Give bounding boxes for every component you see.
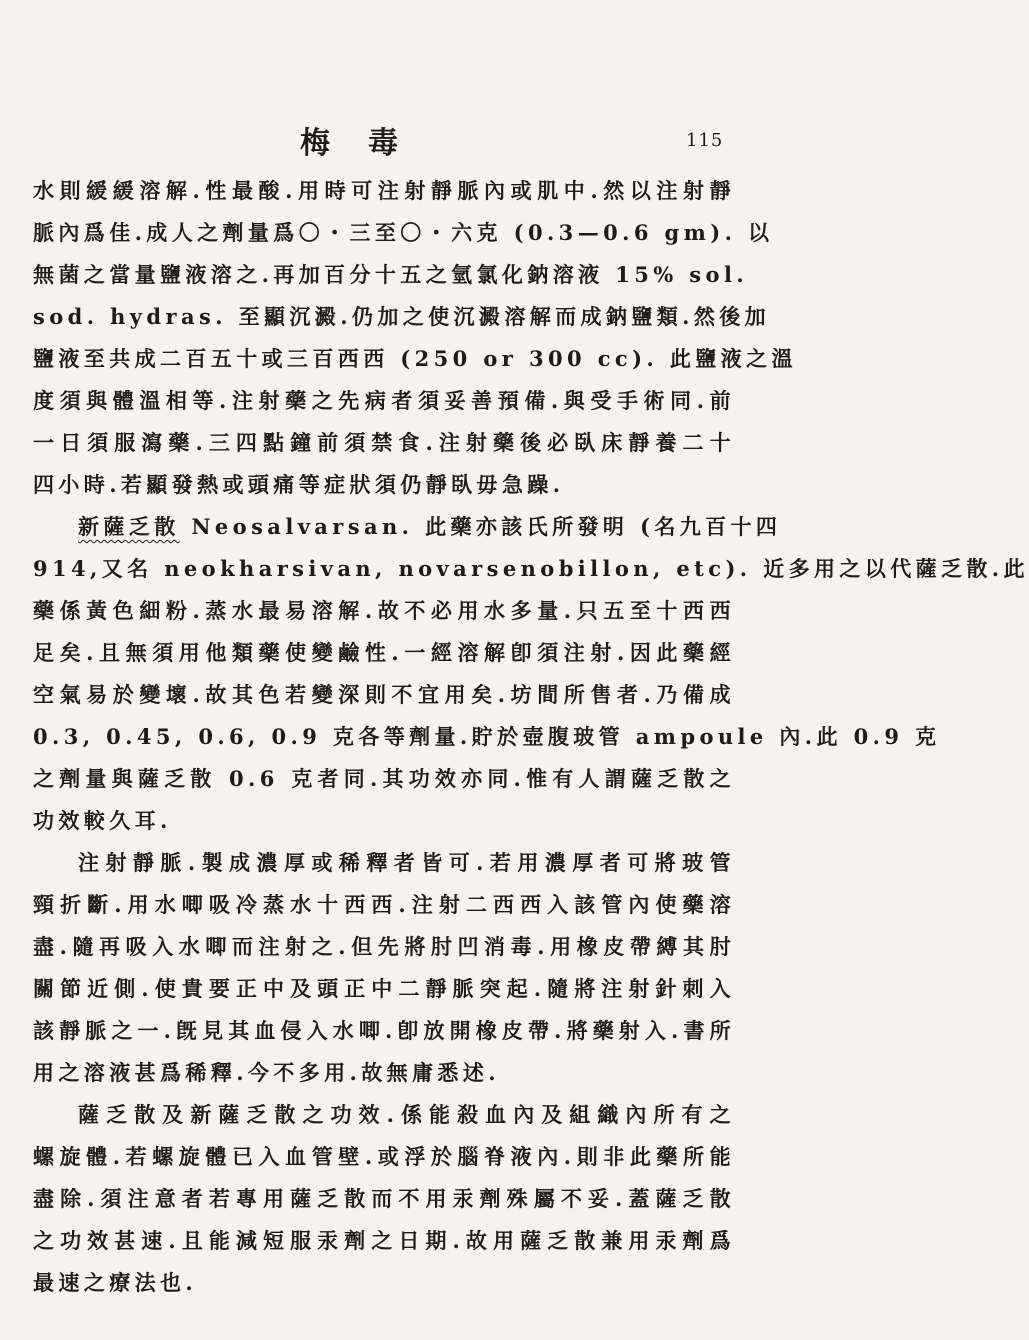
text-line: 功效較久耳. — [33, 808, 172, 833]
text-line: 水則緩緩溶解.性最酸.用時可注射靜脈內或肌中.然以注射靜 — [33, 178, 735, 203]
text-line: 脈內爲佳.成人之劑量爲〇・三至〇・六克 (0.3—0.6 gm). 以 — [33, 220, 774, 245]
text-line: 四小時.若顯發熱或頭痛等症狀須仍靜臥毋急躁. — [33, 472, 565, 497]
text-line: 薩乏散及新薩乏散之功效.係能殺血內及組織內所有之 — [78, 1102, 735, 1127]
section-heading-line — [33, 506, 782, 548]
text-line: 空氣易於變壞.故其色若變深則不宜用矣.坊間所售者.乃備成 — [33, 682, 735, 707]
running-title: 梅毒 — [300, 126, 436, 161]
text-line: 0.3, 0.45, 0.6, 0.9 克各等劑量.貯於壺腹玻管 ampoule 內.此 0.9 克 — [33, 724, 941, 749]
section-term: 新薩乏散 — [78, 514, 180, 539]
text-line: sod. hydras. 至顯沉澱.仍加之使沉澱溶解而成鈉鹽類.然後加 — [33, 304, 771, 329]
text-line: 度須與體溫相等.注射藥之先病者須妥善預備.與受手術同.前 — [33, 388, 735, 413]
text-line: 最速之療法也. — [33, 1270, 198, 1295]
text-line: 鹽液至共成二百五十或三百西西 (250 or 300 cc). 此鹽液之溫 — [33, 346, 797, 371]
text-line: 關節近側.使貴要正中及頭正中二靜脈突起.隨將注射針刺入 — [33, 976, 735, 1001]
text-line: 足矣.且無須用他類藥使變鹼性.一經溶解卽須注射.因此藥經 — [33, 640, 735, 665]
text-line: 頸折斷.用水唧吸冷蒸水十西西.注射二西西入該管內使藥溶 — [33, 892, 735, 917]
text-line: 無菌之當量鹽液溶之.再加百分十五之氫氯化鈉溶液 15% sol. — [33, 262, 749, 287]
text-line: 藥係黃色細粉.蒸水最易溶解.故不必用水多量.只五至十西西 — [33, 598, 735, 623]
body-text — [33, 170, 1029, 1304]
text-line: 螺旋體.若螺旋體已入血管壁.或浮於腦脊液內.則非此藥所能 — [33, 1144, 735, 1169]
text-line: 之劑量與薩乏散 0.6 克者同.其功效亦同.惟有人謂薩乏散之 — [33, 766, 735, 791]
text-line: 盡除.須注意者若專用薩乏散而不用汞劑殊屬不妥.蓋薩乏散 — [33, 1186, 735, 1211]
text-line: 一日須服瀉藥.三四點鐘前須禁食.注射藥後必臥床靜養二十 — [33, 430, 735, 455]
page-number: 115 — [686, 130, 724, 151]
text-line: 盡.隨再吸入水唧而注射之.但先將肘凹消毒.用橡皮帶縛其肘 — [33, 934, 735, 959]
text-line: 用之溶液甚爲稀釋.今不多用.故無庸悉述. — [33, 1060, 500, 1085]
text-line: 該靜脈之一.旣見其血侵入水唧.卽放開橡皮帶.將藥射入.書所 — [33, 1018, 735, 1043]
text-line: 注射靜脈.製成濃厚或稀釋者皆可.若用濃厚者可將玻管 — [78, 850, 735, 875]
text-line-rest: Neosalvarsan. 此藥亦該氏所發明 (名九百十四 — [179, 514, 782, 539]
text-line: 914,又名 neokharsivan, novarsenobillon, etc). 近多用之以代薩乏散.此 — [33, 556, 1029, 581]
running-head — [0, 118, 801, 161]
text-line: 之功效甚速.且能減短服汞劑之日期.故用薩乏散兼用汞劑爲 — [33, 1228, 735, 1253]
